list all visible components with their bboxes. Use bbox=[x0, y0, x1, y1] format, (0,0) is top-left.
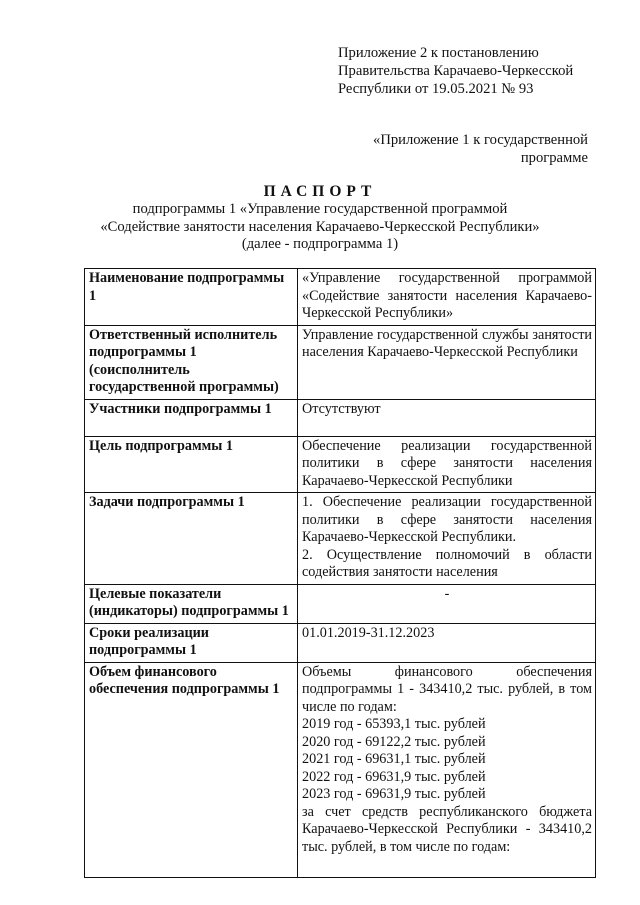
appendix-note bbox=[338, 44, 598, 98]
table-row bbox=[85, 493, 596, 585]
table-row bbox=[85, 325, 596, 399]
table-row bbox=[85, 584, 596, 623]
value-line: 2020 год - 69122,2 тыс. рублей bbox=[302, 733, 486, 750]
appendix-reference bbox=[340, 131, 588, 167]
value-line: «Управление государственной программой «Содействие занятости населения Карачаево-Черкесской Республики» bbox=[302, 270, 592, 321]
appendix-ref-line: программе bbox=[520, 150, 588, 166]
row-label: Сроки реализации подпрограммы 1 bbox=[85, 623, 298, 662]
value-line: 1. Обеспечение реализации государственной политики в сфере занятости населения Карачаево-Черкесской Республики. bbox=[302, 494, 592, 545]
value-line: 01.01.2019-31.12.2023 bbox=[302, 624, 435, 641]
value-line: - bbox=[444, 585, 450, 602]
row-value bbox=[298, 269, 596, 326]
row-label: Цель подпрограммы 1 bbox=[85, 436, 298, 493]
table-row bbox=[85, 399, 596, 436]
row-label: Целевые показатели (индикаторы) подпрограммы 1 bbox=[85, 584, 298, 623]
value-line: 2021 год - 69631,1 тыс. рублей bbox=[302, 751, 486, 767]
value-line: 2019 год - 65393,1 тыс. рублей bbox=[302, 716, 486, 732]
value-line: Объемы финансового обеспечения подпрограммы 1 - 343410,2 тыс. рублей, в том числе по годам: bbox=[302, 663, 592, 715]
row-value bbox=[298, 436, 596, 493]
passport-table bbox=[84, 268, 596, 878]
value-line: 2023 год - 69631,9 тыс. рублей bbox=[302, 786, 486, 802]
appendix-line: Приложение 2 к постановлению bbox=[338, 45, 539, 61]
row-label: Участники подпрограммы 1 bbox=[85, 399, 298, 436]
appendix-ref-line: «Приложение 1 к государственной bbox=[373, 132, 588, 148]
passport-title: ПАСПОРТ bbox=[263, 183, 377, 200]
value-line: 2. Осуществление полномочий в области содействия занятости населения bbox=[302, 546, 592, 580]
value-line: Обеспечение реализации государственной политики в сфере занятости населения Карачаево-Черкесской Республики bbox=[302, 437, 592, 489]
row-label: Объем финансового обеспечения подпрограммы 1 bbox=[85, 662, 298, 877]
value-line: Отсутствуют bbox=[302, 400, 381, 417]
row-value bbox=[298, 325, 596, 399]
row-value bbox=[298, 493, 596, 585]
table-row bbox=[85, 623, 596, 662]
value-line: Управление государственной службы занятости населения Карачаево-Черкесской Республики bbox=[302, 326, 592, 360]
appendix-line: Правительства Карачаево-Черкесской bbox=[338, 63, 574, 79]
row-value bbox=[298, 584, 596, 623]
table-row bbox=[85, 662, 596, 877]
row-label: Ответственный исполнитель подпрограммы 1 (соисполнитель государственной программы) bbox=[85, 325, 298, 399]
subtitle-line: (далее - подпрограмма 1) bbox=[241, 236, 399, 252]
row-value bbox=[298, 662, 596, 877]
subtitle-line: подпрограммы 1 «Управление государственной программой bbox=[132, 201, 508, 217]
subtitle-line: «Содействие занятости населения Карачаево-Черкесской Республики» bbox=[100, 218, 540, 235]
row-label: Наименование подпрограммы 1 bbox=[85, 269, 298, 326]
row-label: Задачи подпрограммы 1 bbox=[85, 493, 298, 585]
row-value bbox=[298, 623, 596, 662]
table-row bbox=[85, 269, 596, 326]
row-value bbox=[298, 399, 596, 436]
passport-subtitle bbox=[0, 201, 640, 254]
value-line: 2022 год - 69631,9 тыс. рублей bbox=[302, 768, 486, 785]
appendix-line: Республики от 19.05.2021 № 93 bbox=[338, 81, 534, 97]
value-line: за счет средств республиканского бюджета Карачаево-Черкесской Республики - 343410,2 тыс. рублей, в том числе по годам: bbox=[302, 803, 592, 855]
table-row bbox=[85, 436, 596, 493]
